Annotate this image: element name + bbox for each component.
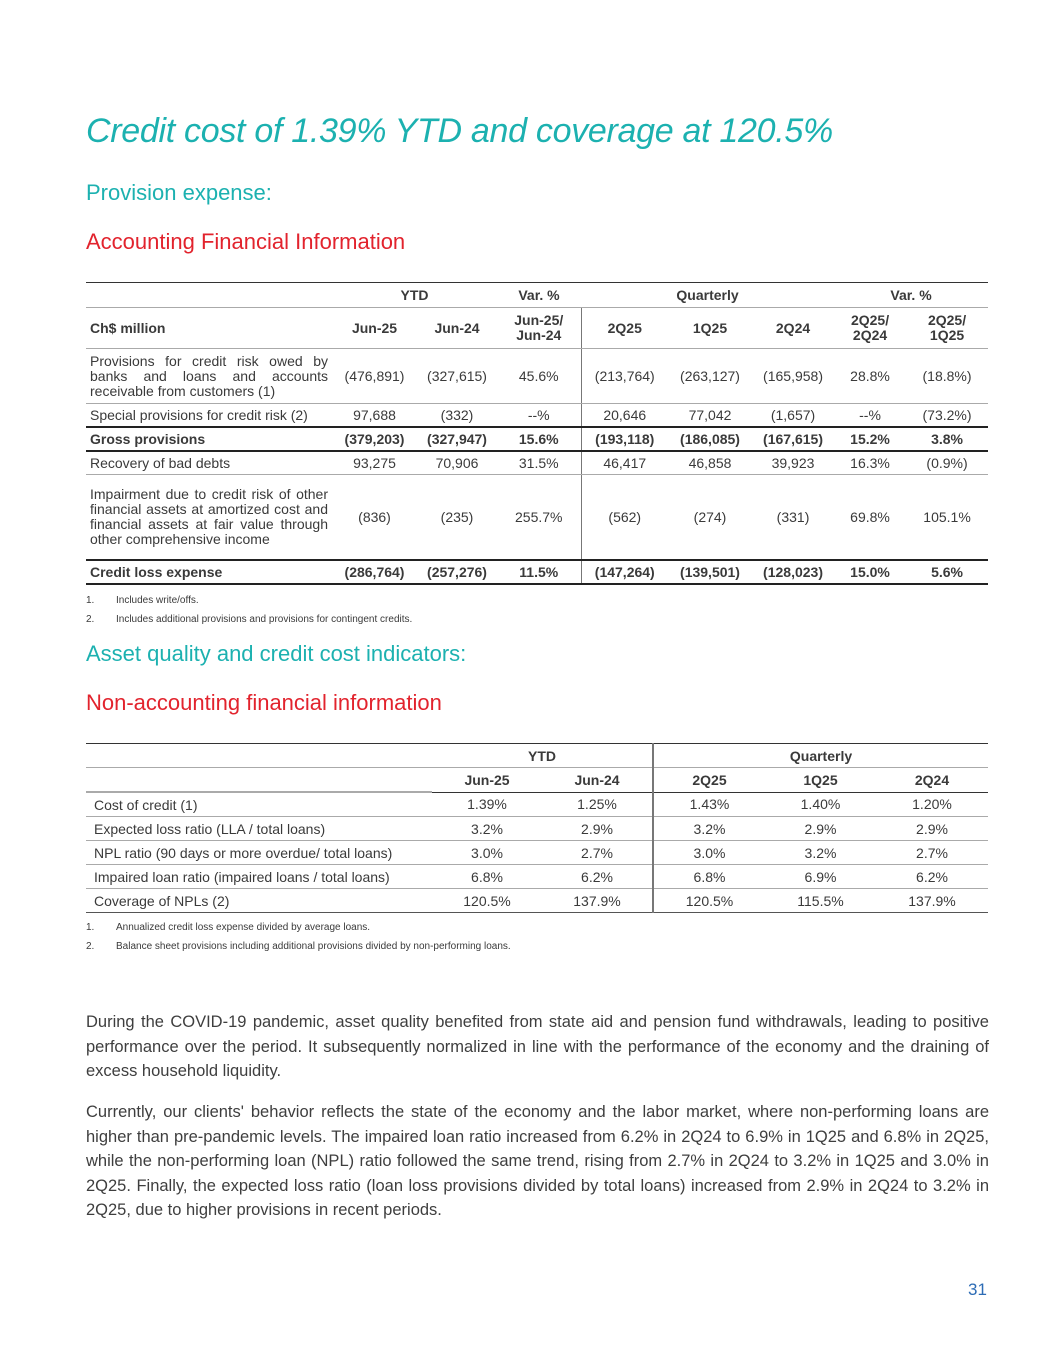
table-row <box>86 349 988 404</box>
group-header-row <box>86 744 988 768</box>
column-header <box>86 768 432 793</box>
cell: 2.7% <box>542 841 653 865</box>
body-paragraph: During the COVID-19 pandemic, asset quality benefited from state aid and pension fund withdrawals, leading to positive performance over the period. It subsequently normalized in line with the performance of the economy and the draining of excess household liquidity. <box>86 1013 989 1080</box>
cell: 3.0% <box>653 841 765 865</box>
column-header: 2Q24 <box>876 768 988 793</box>
cell: 1.43% <box>653 792 765 817</box>
column-header-row <box>86 768 988 793</box>
cell: 2.9% <box>876 817 988 841</box>
cell: 31.5% <box>497 451 581 475</box>
cell: (186,085) <box>668 427 752 451</box>
cell: 1.25% <box>542 792 653 817</box>
cell: (836) <box>358 509 391 525</box>
table-row <box>86 451 988 475</box>
column-header: 2Q24 <box>752 308 834 349</box>
cell: 137.9% <box>542 889 653 913</box>
group-header-row <box>86 283 988 308</box>
table-row <box>86 817 988 841</box>
cell: (379,203) <box>332 427 417 451</box>
cell: 39,923 <box>752 451 834 475</box>
table-row <box>86 404 988 428</box>
table-row <box>86 865 988 889</box>
table-row-total <box>86 560 988 584</box>
column-header: 2Q25/ 1Q25 <box>906 308 988 349</box>
column-header: Ch$ million <box>86 308 332 349</box>
cell: 70,906 <box>417 451 497 475</box>
row-label: NPL ratio (90 days or more overdue/ total loans) <box>86 841 432 865</box>
cell: 15.6% <box>497 427 581 451</box>
page-number: 31 <box>968 1280 987 1299</box>
column-header: Jun-25 <box>432 768 542 793</box>
group-header-var: Var. % <box>497 283 581 308</box>
table-row <box>86 792 988 817</box>
cell: 6.8% <box>432 865 542 889</box>
cell: 115.5% <box>765 889 876 913</box>
cell: (562) <box>581 475 668 561</box>
cell: (18.8%) <box>906 349 988 404</box>
cell: 93,275 <box>332 451 417 475</box>
cell: 16.3% <box>834 451 906 475</box>
cell: 120.5% <box>653 889 765 913</box>
cell: (73.2%) <box>922 407 972 423</box>
footnote: 1. Annualized credit loss expense divided by average loans. <box>86 922 371 933</box>
cell: (263,127) <box>668 349 752 404</box>
cell: (1,657) <box>770 407 816 423</box>
row-label: Expected loss ratio (LLA / total loans) <box>86 817 432 841</box>
footnote: 2. Includes additional provisions and provisions for contingent credits. <box>86 614 413 625</box>
column-header: Jun-25 <box>332 308 417 349</box>
column-header-row <box>86 308 988 349</box>
cell: (0.9%) <box>906 451 988 475</box>
cell: 3.2% <box>765 841 876 865</box>
cell: (165,958) <box>752 349 834 404</box>
cell: 2.9% <box>765 817 876 841</box>
column-header: 1Q25 <box>765 768 876 793</box>
cell: 15.2% <box>834 427 906 451</box>
body-paragraph: Currently, our clients' behavior reflects the state of the economy and the labor market, where non-performing loans are higher than pre-pandemic levels. The impaired loan ratio increased from 6.2% in 2Q24 to 6.9% in 1Q25 and 6.8% in 2Q25, while the non-performing loan (NPL) ratio followed the same trend, rising from 2.7% in 2Q24 to 3.2% in 1Q25 and 3.0% in 2Q25. Finally, the expected loss ratio (loan loss provisions divided by total loans) increased from 2.9% in 2Q24 to 3.2% in 2Q25, due to higher provisions in recent periods. <box>86 1103 989 1219</box>
cell: (327,615) <box>417 349 497 404</box>
cell: --% <box>859 407 881 423</box>
cell: --% <box>527 407 550 423</box>
cell: (213,764) <box>581 349 668 404</box>
cell: (193,118) <box>581 427 668 451</box>
row-label: Impairment due to credit risk of other financial assets at amortized cost and financial assets at fair value through other comprehensive income <box>90 486 328 547</box>
cell: 105.1% <box>923 509 971 525</box>
column-header: 2Q25 <box>653 768 765 793</box>
cell: 45.6% <box>497 349 581 404</box>
group-header-var-quarterly: Var. % <box>834 283 988 308</box>
row-label: Coverage of NPLs (2) <box>86 889 432 913</box>
column-header: Jun-24 <box>417 308 497 349</box>
cell: 137.9% <box>876 889 988 913</box>
cell: 11.5% <box>497 560 581 584</box>
page-title: Credit cost of 1.39% YTD and coverage at 120.5% <box>86 112 833 150</box>
cell: (286,764) <box>332 560 417 584</box>
cell: 46,417 <box>581 451 668 475</box>
group-header-quarterly: Quarterly <box>653 744 988 768</box>
cell: (128,023) <box>752 560 834 584</box>
column-header: Jun-24 <box>542 768 653 793</box>
row-label: Provisions for credit risk owed by banks and loans and accounts receivable from customers (1) <box>86 349 332 404</box>
column-header: 2Q25 <box>581 308 668 349</box>
cell: (257,276) <box>417 560 497 584</box>
row-label: Credit loss expense <box>86 560 332 584</box>
section-heading-provision-expense: Provision expense: <box>86 180 272 205</box>
cell: 15.0% <box>834 560 906 584</box>
cell: 1.40% <box>765 792 876 817</box>
provision-expense-table <box>86 282 988 585</box>
cell: 3.0% <box>432 841 542 865</box>
section-subheading-non-accounting: Non-accounting financial information <box>86 690 442 715</box>
cell: 120.5% <box>432 889 542 913</box>
cell: 2.9% <box>542 817 653 841</box>
cell: 6.8% <box>653 865 765 889</box>
asset-quality-table <box>86 743 988 913</box>
cell: 3.8% <box>906 427 988 451</box>
row-label: Cost of credit (1) <box>86 792 432 817</box>
footnote: 1. Includes write/offs. <box>86 595 199 606</box>
cell: 28.8% <box>834 349 906 404</box>
cell: (147,264) <box>581 560 668 584</box>
cell: 3.2% <box>653 817 765 841</box>
group-header-ytd: YTD <box>332 283 497 308</box>
row-label: Impaired loan ratio (impaired loans / total loans) <box>86 865 432 889</box>
cell: 3.2% <box>432 817 542 841</box>
column-header: 2Q25/ 2Q24 <box>834 308 906 349</box>
footnote: 2. Balance sheet provisions including additional provisions divided by non-performing loans. <box>86 941 511 952</box>
cell: 6.2% <box>542 865 653 889</box>
table-row <box>86 841 988 865</box>
table-row <box>86 889 988 913</box>
cell: 6.2% <box>876 865 988 889</box>
cell: (139,501) <box>668 560 752 584</box>
cell: 69.8% <box>850 509 890 525</box>
group-header-ytd: YTD <box>432 744 653 768</box>
cell: 1.20% <box>876 792 988 817</box>
cell: (332) <box>440 407 474 423</box>
cell: (167,615) <box>752 427 834 451</box>
cell: (476,891) <box>332 349 417 404</box>
cell: (331) <box>776 509 810 525</box>
cell: 97,688 <box>353 407 396 423</box>
cell: 77,042 <box>688 407 732 423</box>
cell: 2.7% <box>876 841 988 865</box>
column-header: 1Q25 <box>668 308 752 349</box>
cell: 6.9% <box>765 865 876 889</box>
section-heading-asset-quality: Asset quality and credit cost indicators: <box>86 641 467 666</box>
cell: (327,947) <box>417 427 497 451</box>
column-header: Jun-25/ Jun-24 <box>497 308 581 349</box>
table-row <box>86 475 988 561</box>
cell: 255.7% <box>515 509 563 525</box>
cell: 46,858 <box>668 451 752 475</box>
cell: (274) <box>693 509 727 525</box>
row-label: Gross provisions <box>86 427 332 451</box>
row-label: Special provisions for credit risk (2) <box>90 406 308 423</box>
row-label: Recovery of bad debts <box>86 451 332 475</box>
group-header-quarterly: Quarterly <box>581 283 834 308</box>
cell: (235) <box>440 509 474 525</box>
cell: 1.39% <box>432 792 542 817</box>
cell: 5.6% <box>906 560 988 584</box>
cell: 20,646 <box>581 404 668 428</box>
section-subheading-accounting: Accounting Financial Information <box>86 229 406 254</box>
table-row-total <box>86 427 988 451</box>
